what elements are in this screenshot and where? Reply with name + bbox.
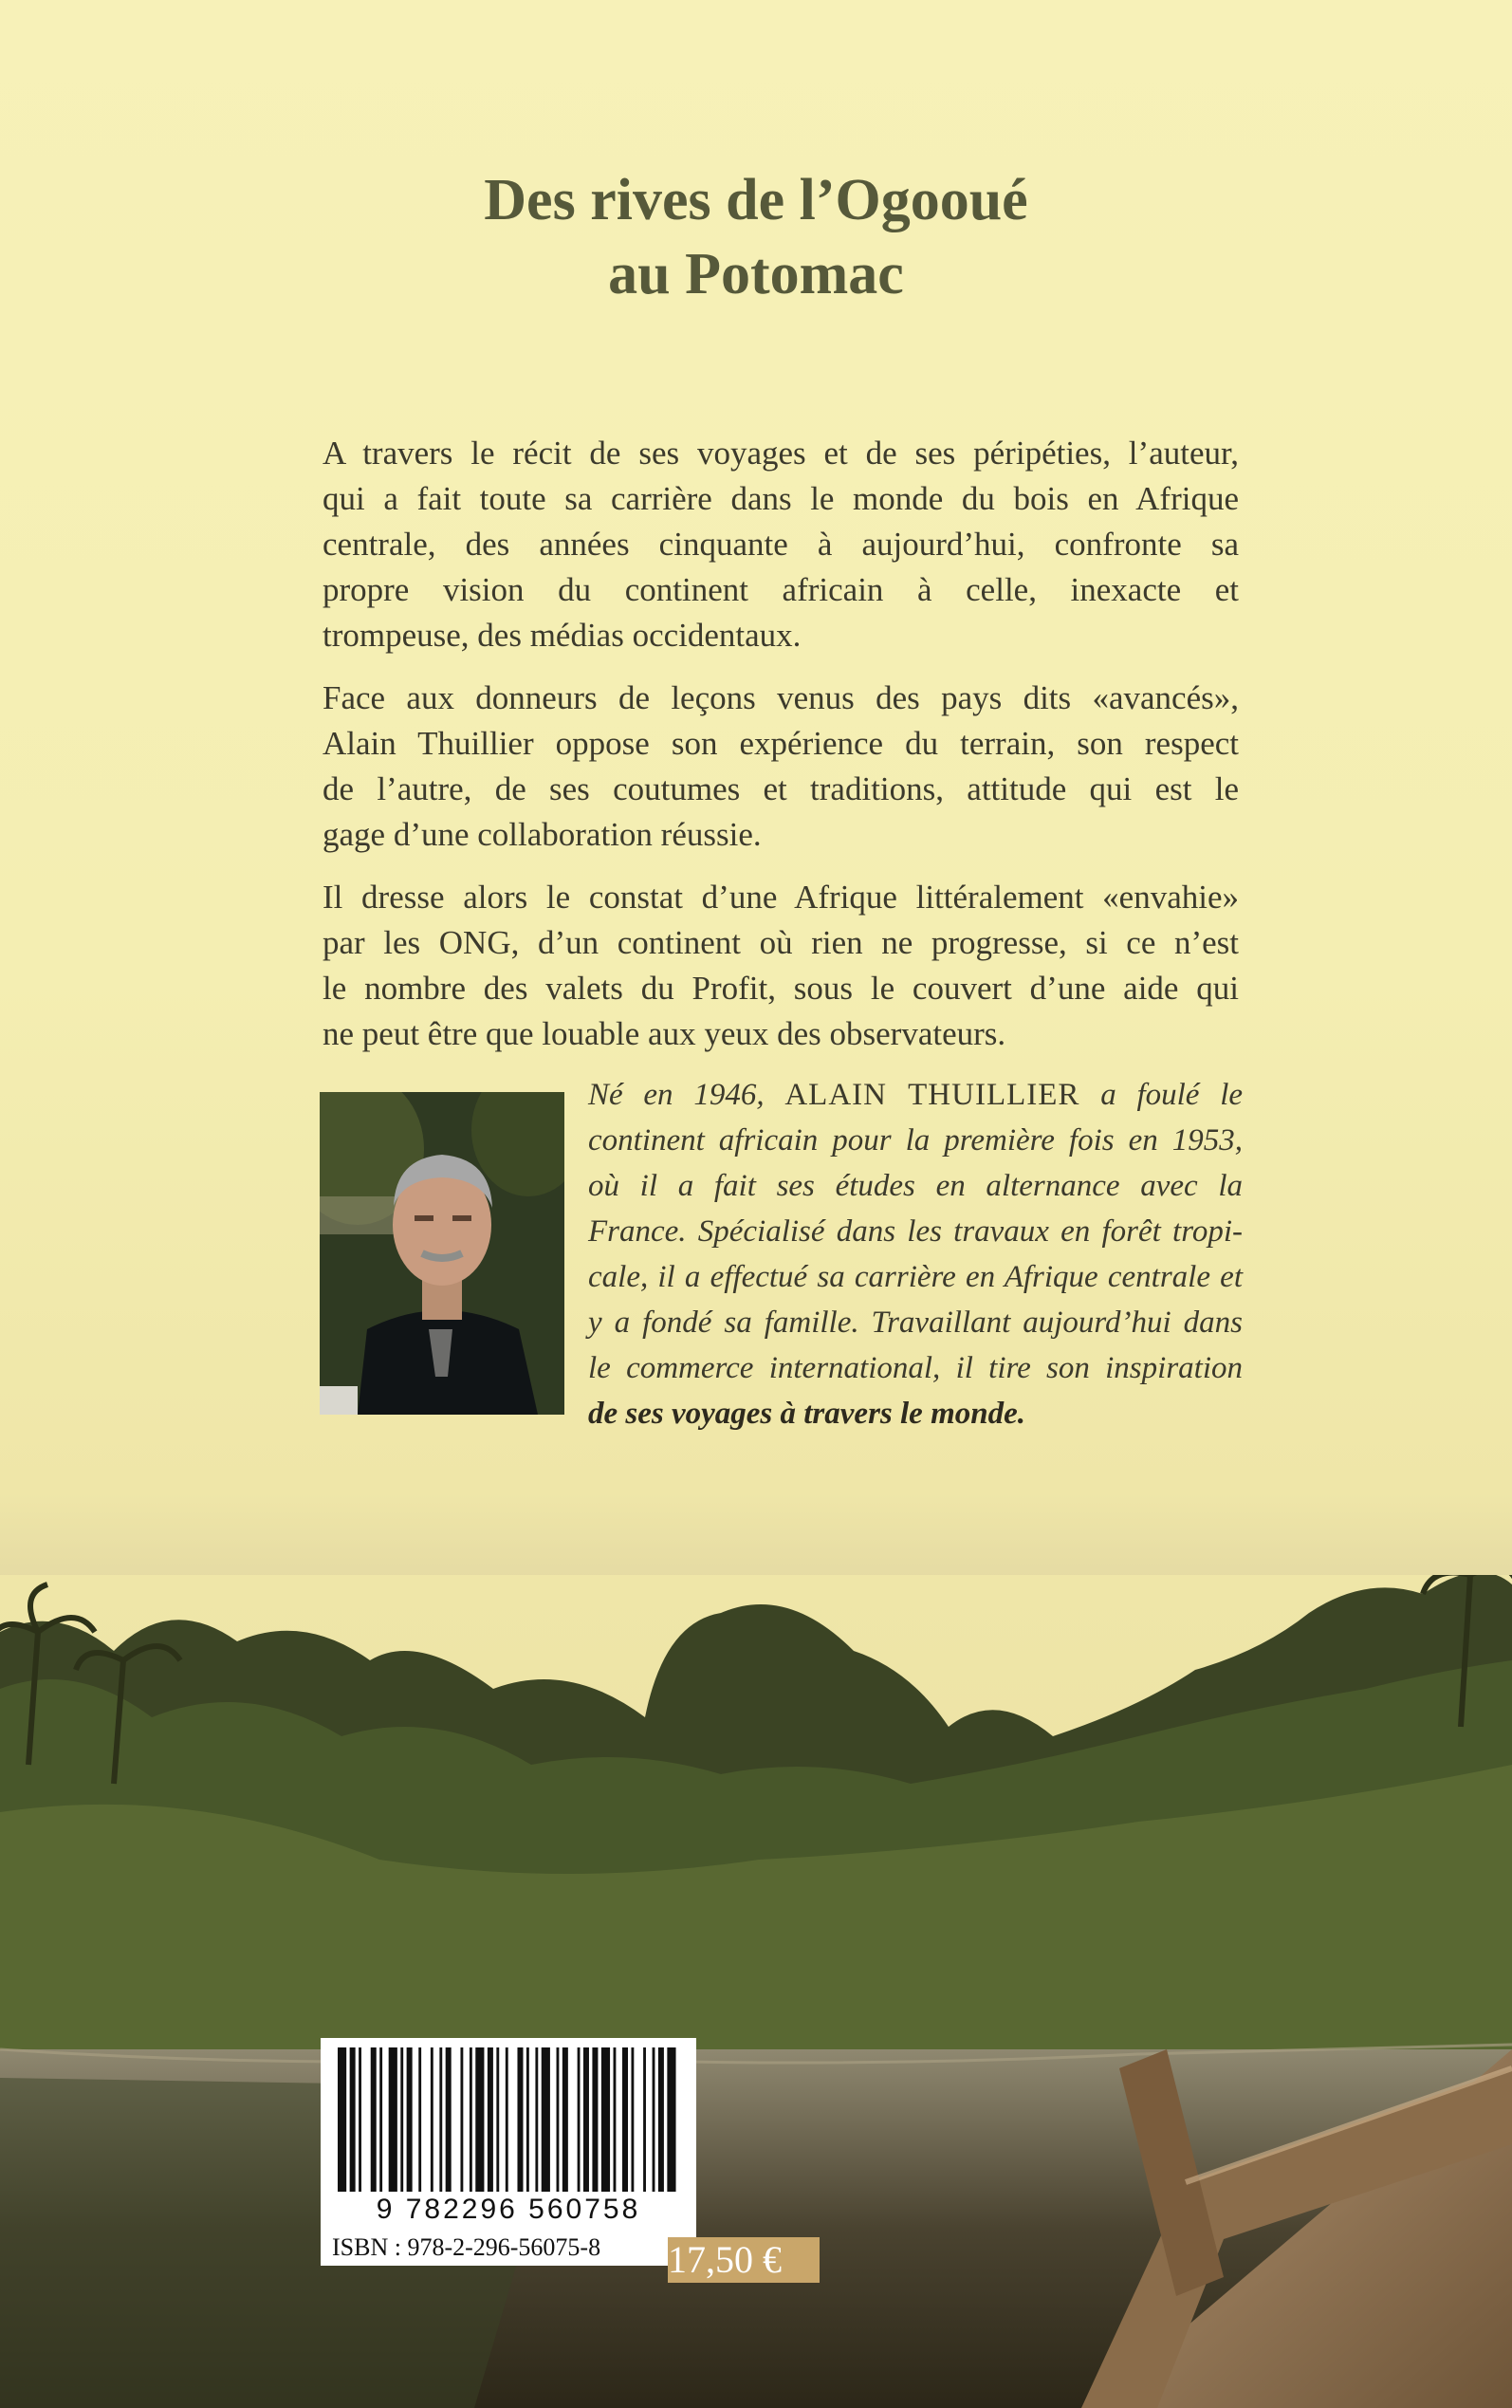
barcode-bar (583, 2047, 589, 2192)
barcode-label (321, 2038, 696, 2266)
barcode-bar (439, 2047, 442, 2192)
barcode-bar (526, 2047, 529, 2192)
description (323, 431, 1239, 1074)
bio-line-7: le commerce international, il tire son inspiration (588, 1351, 1243, 1385)
bio-line-8: de ses voyages à travers le monde. (588, 1397, 1025, 1431)
barcode-icon (338, 2047, 679, 2192)
barcode-bar (601, 2047, 610, 2192)
description-paragraph-2 (323, 676, 1239, 858)
barcode-bar (496, 2047, 499, 2192)
barcode-bar (578, 2047, 581, 2192)
barcode-bar (517, 2047, 523, 2192)
barcode-bar (653, 2047, 655, 2192)
barcode-bar (631, 2047, 634, 2192)
paragraph-line: le nombre des valets du Profit, sous le couvert d’une aide qui (323, 970, 1239, 1007)
barcode-bar (431, 2047, 433, 2192)
paragraph-line: Alain Thuillier oppose son expérience du terrain, son respect (323, 725, 1239, 762)
barcode-bar (338, 2047, 346, 2192)
bio-line-2: continent africain pour la première fois en 1953, (588, 1123, 1243, 1158)
bio-line-5: cale, il a effectué sa carrière en Afrique centrale et (588, 1260, 1243, 1294)
paragraph-line: propre vision du continent africain à celle, inexacte et (323, 571, 1239, 608)
bio-line-1-end: a foulé le (1100, 1078, 1244, 1112)
book-title-line-1: Des rives de l’Ogooué (484, 168, 1028, 232)
barcode-bar (488, 2047, 493, 2192)
jungle-river-illustration (0, 1575, 1512, 2408)
author-photo (320, 1092, 564, 1415)
paragraph-line: par les ONG, d’un continent où rien ne progresse, si ce n’est (323, 924, 1239, 961)
barcode-bar (542, 2047, 550, 2192)
paragraph-line: qui a fait toute sa carrière dans le monde du bois en Afrique (323, 480, 1239, 517)
description-paragraph-3 (323, 875, 1239, 1057)
barcode-bar (557, 2047, 560, 2192)
barcode-bar (667, 2047, 675, 2192)
barcode-bar (371, 2047, 377, 2192)
author-name: ALAIN THUILLIER (784, 1078, 1080, 1112)
paragraph-line: centrale, des années cinquante à aujourd’hui, confronte sa (323, 526, 1239, 563)
barcode-bar (389, 2047, 397, 2192)
barcode-bar (643, 2047, 646, 2192)
description-paragraph-1 (323, 431, 1239, 658)
barcode-bar (418, 2047, 421, 2192)
barcode-bar (470, 2047, 472, 2192)
bio-line-3: où il a fait ses études en alternance avec la (588, 1169, 1243, 1203)
barcode-bar (658, 2047, 664, 2192)
barcode-bar (446, 2047, 452, 2192)
barcode-bar (407, 2047, 413, 2192)
paragraph-line: de l’autre, de ses coutumes et traditions, attitude qui est le (323, 770, 1239, 807)
paragraph-line: trompeuse, des médias occidentaux. (323, 617, 802, 654)
barcode-bar (614, 2047, 617, 2192)
barcode-bar (359, 2047, 361, 2192)
price-tag: 17,50 € (668, 2237, 820, 2283)
barcode-bar (562, 2047, 568, 2192)
author-photo-illustration (320, 1092, 564, 1415)
barcode-bar (350, 2047, 356, 2192)
paragraph-line: Il dresse alors le constat d’une Afrique littéralement «envahie» (323, 879, 1239, 916)
barcode-bar (475, 2047, 484, 2192)
bio-line-4: France. Spécialisé dans les travaux en forêt tropi- (588, 1214, 1243, 1249)
book-title-line-2: au Potomac (608, 242, 904, 306)
barcode-bar (622, 2047, 628, 2192)
barcode-bar (592, 2047, 598, 2192)
barcode-bar (460, 2047, 463, 2192)
barcode-digits: 9 782296 560758 (376, 2194, 641, 2225)
paragraph-line: ne peut être que louable aux yeux des observateurs. (323, 1015, 1006, 1052)
bio-line-1 (588, 1072, 1243, 1118)
barcode-bar (400, 2047, 403, 2192)
isbn-number: ISBN : 978-2-296-56075-8 (332, 2233, 601, 2261)
author-bio (588, 1072, 1243, 1436)
barcode-bar (379, 2047, 382, 2192)
bio-birth: Né en 1946, (588, 1078, 765, 1112)
bio-line-6: y a fondé sa famille. Travaillant aujourd’hui dans (588, 1306, 1243, 1340)
barcode-bar (535, 2047, 538, 2192)
barcode-bar (506, 2047, 508, 2192)
paragraph-line: Face aux donneurs de leçons venus des pays dits «avancés», (323, 679, 1239, 716)
paragraph-line: gage d’une collaboration réussie. (323, 816, 762, 853)
paragraph-line: A travers le récit de ses voyages et de ses péripéties, l’auteur, (323, 435, 1239, 472)
